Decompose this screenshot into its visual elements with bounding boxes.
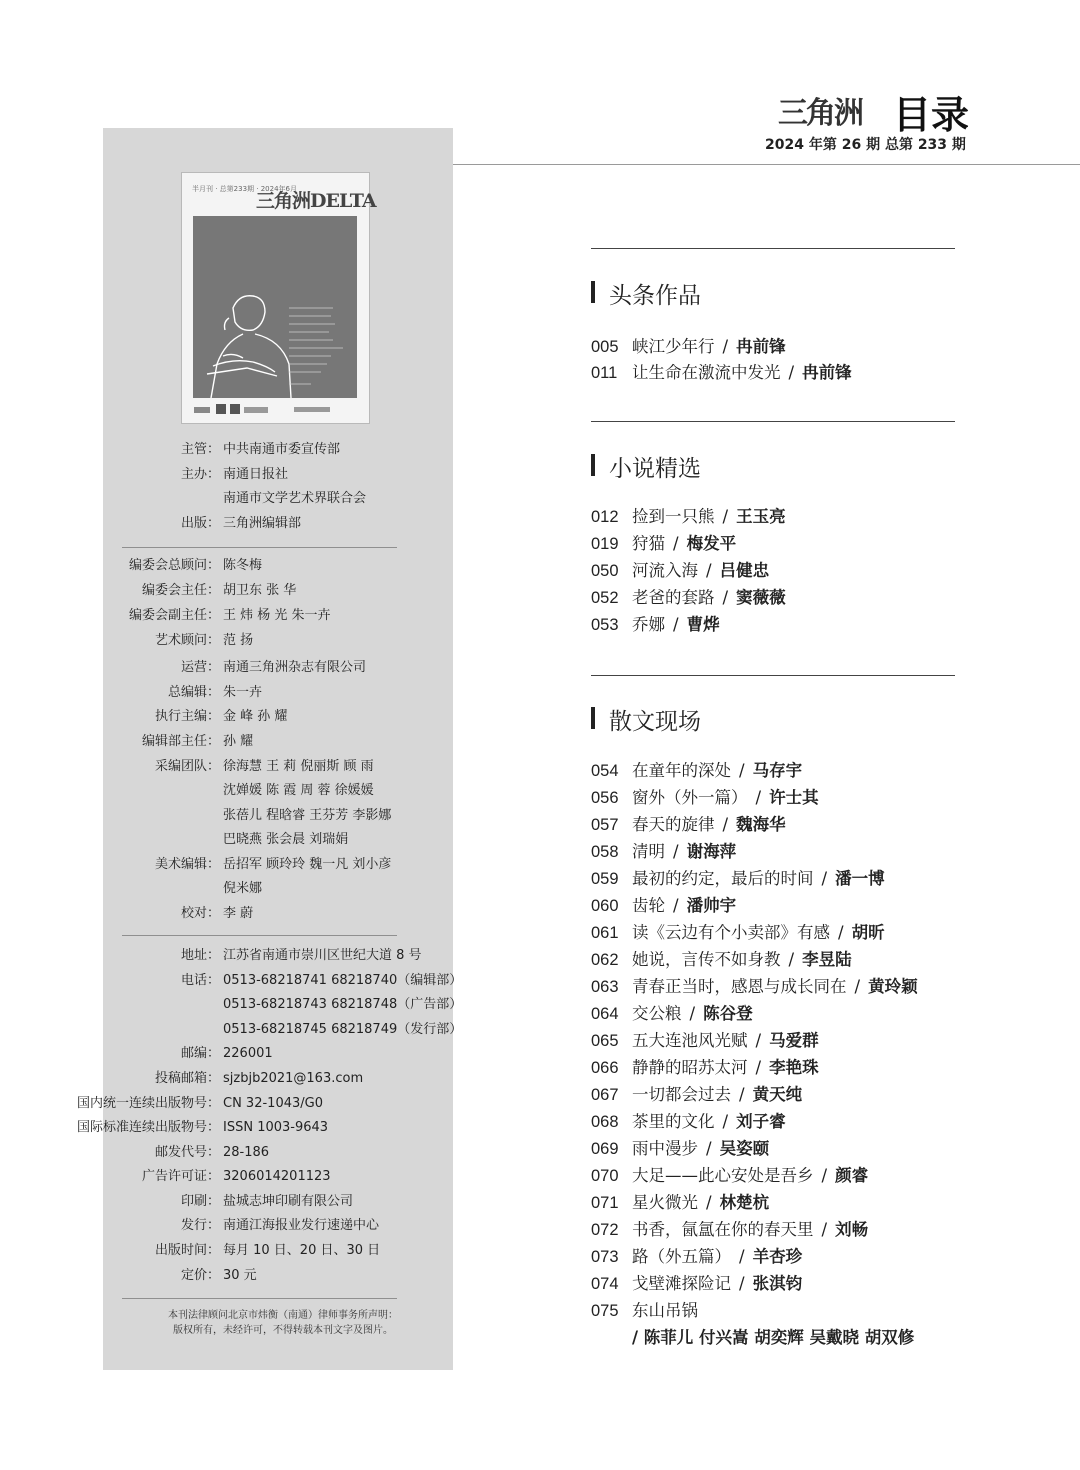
toc-entry[interactable]: 074 戈壁滩探险记 / 张淇钧 — [591, 1274, 803, 1293]
section-rule — [591, 675, 955, 676]
cover-logo: 三角洲DELTA — [256, 190, 376, 212]
legal-notice — [133, 1308, 433, 1338]
section-title: 头条作品 — [609, 283, 701, 309]
toc-entry[interactable]: 070 大足——此心安处是吾乡 / 颜睿 — [591, 1166, 869, 1185]
toc-entry[interactable]: 065 五大连池风光赋 / 马爱群 — [591, 1031, 819, 1050]
toc-entry[interactable]: 063 青春正当时，感恩与成长同在 / 黄玲颖 — [591, 977, 918, 996]
masthead-divider — [122, 935, 397, 936]
masthead-divider — [122, 547, 397, 548]
cover-top-text: 半月刊 · 总第233期 · 2024年6月 — [192, 185, 297, 193]
section-marker — [591, 454, 595, 476]
cover-barcode — [194, 401, 356, 413]
toc-entry[interactable]: 057 春天的旋律 / 魏海华 — [591, 815, 786, 834]
section-marker — [591, 281, 595, 303]
toc-entry[interactable]: 073 路（外五篇） / 羊杏珍 — [591, 1247, 803, 1266]
toc-entry-authors: / 陈菲儿 付兴嵩 胡奕辉 吴戴晓 胡双修 — [632, 1328, 915, 1347]
magazine-logo: 三角洲 — [778, 96, 862, 131]
toc-entry[interactable]: 050 河流入海 / 吕健忠 — [591, 561, 770, 580]
cover-illustration — [193, 216, 357, 398]
toc-entry[interactable]: 067 一切都会过去 / 黄天纯 — [591, 1085, 803, 1104]
toc-entry[interactable]: 071 星火微光 / 林楚杭 — [591, 1193, 770, 1212]
toc-entry[interactable]: 059 最初的约定，最后的时间 / 潘一博 — [591, 869, 885, 888]
toc-entry[interactable]: 066 静静的昭苏太河 / 李艳珠 — [591, 1058, 819, 1077]
toc-entry[interactable]: 060 齿轮 / 潘帅宇 — [591, 896, 737, 915]
toc-entry[interactable]: 069 雨中漫步 / 吴姿颐 — [591, 1139, 770, 1158]
masthead-divider — [122, 1298, 397, 1299]
toc-entry[interactable]: 058 清明 / 谢海萍 — [591, 842, 737, 861]
issue-info: 2024 年第 26 期 总第 233 期 — [765, 137, 966, 153]
cover-figure-icon — [193, 216, 357, 398]
toc-entry[interactable]: 019 狩猫 / 梅发平 — [591, 534, 737, 553]
toc-entry[interactable]: 075 东山吊锅 — [591, 1301, 698, 1320]
section-rule — [591, 421, 955, 422]
header-rule — [452, 164, 1080, 165]
section-marker — [591, 707, 595, 729]
toc-entry[interactable]: 052 老爸的套路 / 窦薇薇 — [591, 588, 786, 607]
toc-entry[interactable]: 068 茶里的文化 / 刘子睿 — [591, 1112, 786, 1131]
toc-entry[interactable]: 011 让生命在激流中发光 / 冉前锋 — [591, 363, 852, 382]
toc-entry[interactable]: 053 乔娜 / 曹烨 — [591, 615, 720, 634]
toc-entry[interactable]: 072 书香，氤氲在你的春天里 / 刘畅 — [591, 1220, 869, 1239]
toc-entry[interactable]: 005 峡江少年行 / 冉前锋 — [591, 337, 786, 356]
legal-line: 版权所有，未经许可，不得转载本刊文字及图片。 — [173, 1325, 393, 1336]
toc-entry[interactable]: 056 窗外（外一篇） / 许士其 — [591, 788, 819, 807]
section-title: 小说精选 — [609, 456, 701, 482]
toc-entry[interactable]: 062 她说，言传不如身教 / 李昱陆 — [591, 950, 852, 969]
toc-entry[interactable]: 012 捡到一只熊 / 王玉亮 — [591, 507, 786, 526]
toc-entry[interactable]: 061 读《云边有个小卖部》有感 / 胡昕 — [591, 923, 885, 942]
section-rule — [591, 248, 955, 249]
legal-line: 本刊法律顾问北京市炜衡（南通）律师事务所声明： — [168, 1310, 398, 1321]
page-title: 目录 — [893, 92, 970, 137]
toc-entry[interactable]: 054 在童年的深处 / 马存宇 — [591, 761, 803, 780]
toc-entry[interactable]: 064 交公粮 / 陈谷登 — [591, 1004, 753, 1023]
section-title: 散文现场 — [609, 709, 701, 735]
